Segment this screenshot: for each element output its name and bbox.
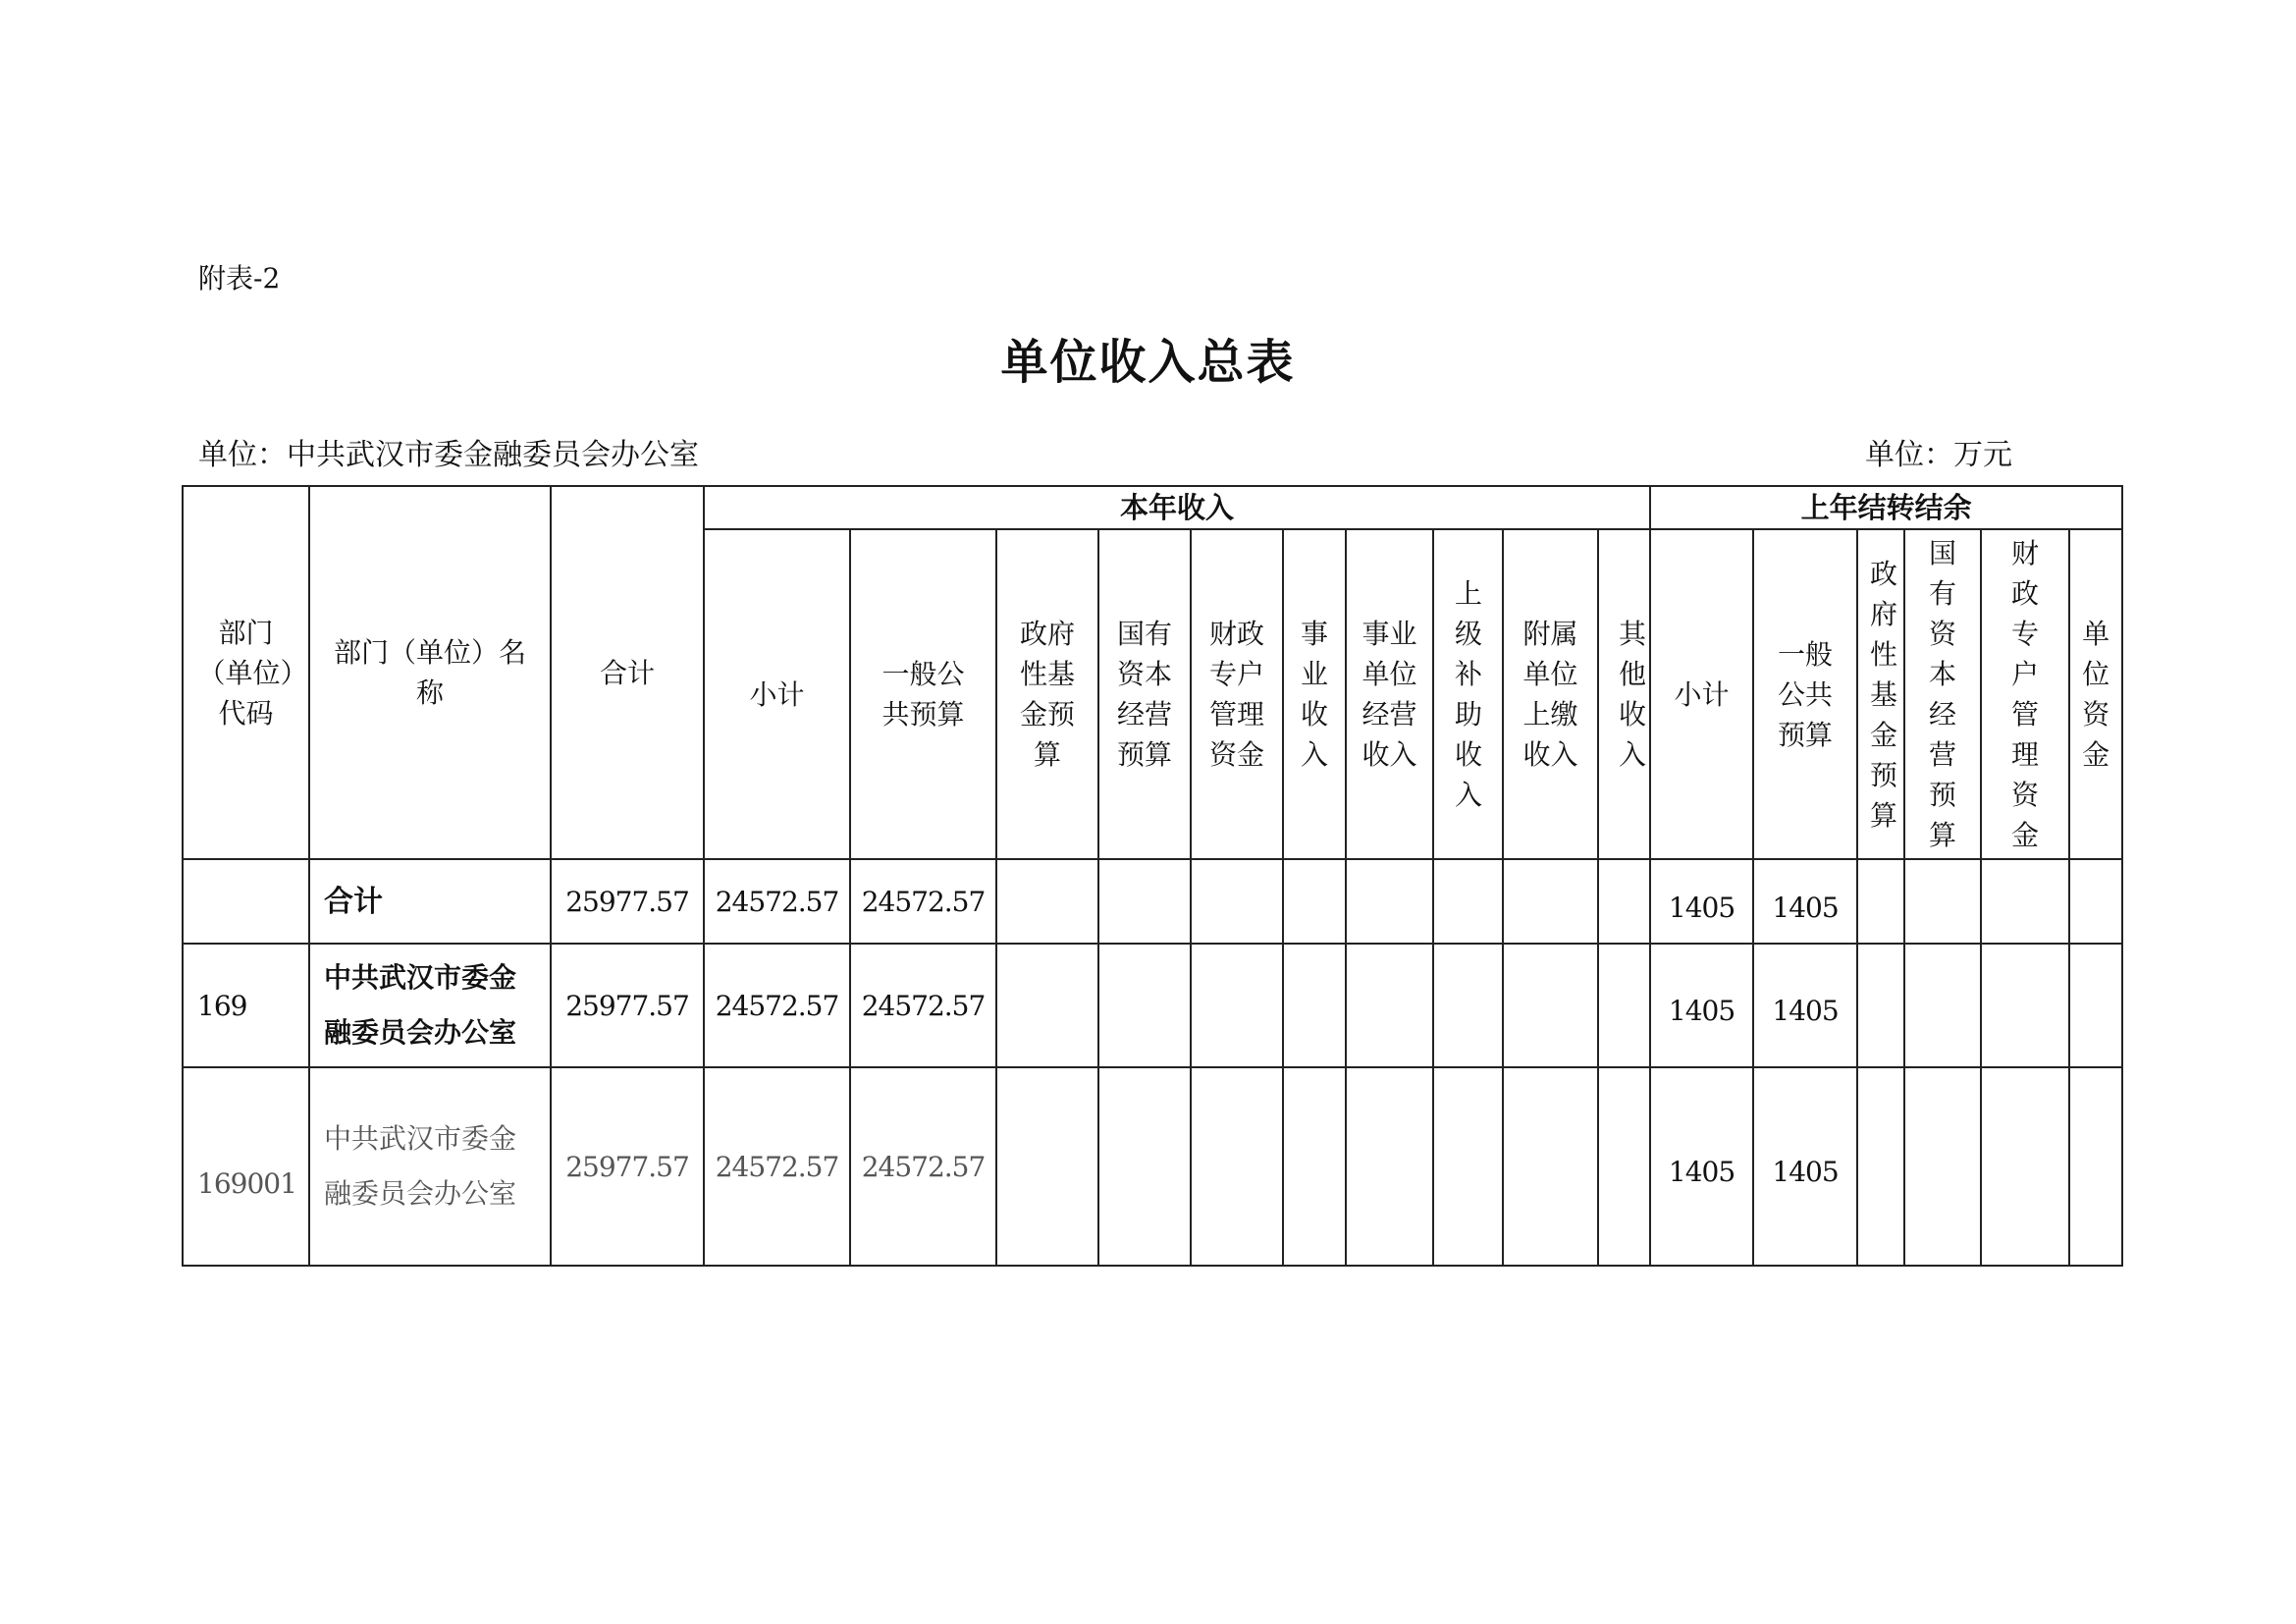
header-cy-gov-fund-budget: 政府性基金预算 (996, 529, 1098, 859)
row-code: 169001 (183, 1067, 309, 1266)
header-py-general-budget: 一般公共预算 (1753, 529, 1857, 859)
row-name-line2: 融委员会办公室 (324, 1016, 517, 1049)
row-code (183, 859, 309, 944)
header-cy-special-account-funds: 财政专户管理资金 (1191, 529, 1283, 859)
table-row (183, 859, 2122, 944)
table-row (183, 1067, 2122, 1266)
row-py-general: 1405 (1753, 859, 1857, 944)
header-total: 合计 (551, 486, 704, 859)
row-cy-subtotal: 24572.57 (704, 944, 850, 1067)
page-title: 单位收入总表 (1000, 335, 1296, 390)
row-cy-general: 24572.57 (850, 944, 996, 1067)
row-name-line2: 融委员会办公室 (324, 1177, 517, 1210)
row-cy-subtotal: 24572.57 (704, 1067, 850, 1266)
row-name-line1: 中共武汉市委金 (324, 1122, 517, 1155)
header-py-state-capital-budget: 国有资本经营预算 (1904, 529, 1981, 859)
header-current-year-income: 本年收入 (704, 486, 1650, 529)
header-cy-state-capital-budget: 国有资本经营预算 (1098, 529, 1191, 859)
row-total: 25977.57 (551, 859, 704, 944)
row-total: 25977.57 (551, 1067, 704, 1266)
attachment-label: 附表-2 (198, 262, 281, 295)
header-py-unit-funds: 单位资金 (2069, 529, 2122, 859)
row-total: 25977.57 (551, 944, 704, 1067)
row-py-general: 1405 (1753, 944, 1857, 1067)
income-summary-table (182, 485, 2123, 1267)
table-row (183, 944, 2122, 1067)
row-name: 合计 (309, 859, 551, 944)
header-cy-business-income: 事业收入 (1283, 529, 1346, 859)
row-cy-subtotal: 24572.57 (704, 859, 850, 944)
row-name (309, 1067, 551, 1266)
header-cy-affiliated-remittance: 附属单位上缴收入 (1503, 529, 1598, 859)
header-prior-year-balance: 上年结转结余 (1650, 486, 2122, 529)
row-cy-general: 24572.57 (850, 1067, 996, 1266)
header-cy-general-budget: 一般公共预算 (850, 529, 996, 859)
row-py-subtotal: 1405 (1650, 1067, 1753, 1266)
unit-label: 单位：中共武汉市委金融委员会办公室 (198, 438, 699, 472)
header-cy-superior-subsidy: 上级补助收入 (1433, 529, 1503, 859)
header-code: 部门（单位）代码 (183, 486, 309, 859)
row-name-line1: 中共武汉市委金 (324, 961, 517, 994)
row-py-subtotal: 1405 (1650, 859, 1753, 944)
header-py-special-account-funds: 财政专户管理资金 (1981, 529, 2069, 859)
header-cy-unit-operating-income: 事业单位经营收入 (1346, 529, 1433, 859)
header-cy-other-income: 其他收入 (1598, 529, 1650, 859)
row-code: 169 (183, 944, 309, 1067)
row-py-general: 1405 (1753, 1067, 1857, 1266)
currency-label: 单位：万元 (1865, 438, 2012, 472)
row-cy-general: 24572.57 (850, 859, 996, 944)
header-name: 部门（单位）名称 (309, 486, 551, 859)
header-py-subtotal: 小计 (1650, 529, 1753, 859)
header-cy-subtotal: 小计 (704, 529, 850, 859)
header-py-gov-fund-budget: 政府性基金预算 (1857, 529, 1904, 859)
row-name (309, 944, 551, 1067)
row-py-subtotal: 1405 (1650, 944, 1753, 1067)
